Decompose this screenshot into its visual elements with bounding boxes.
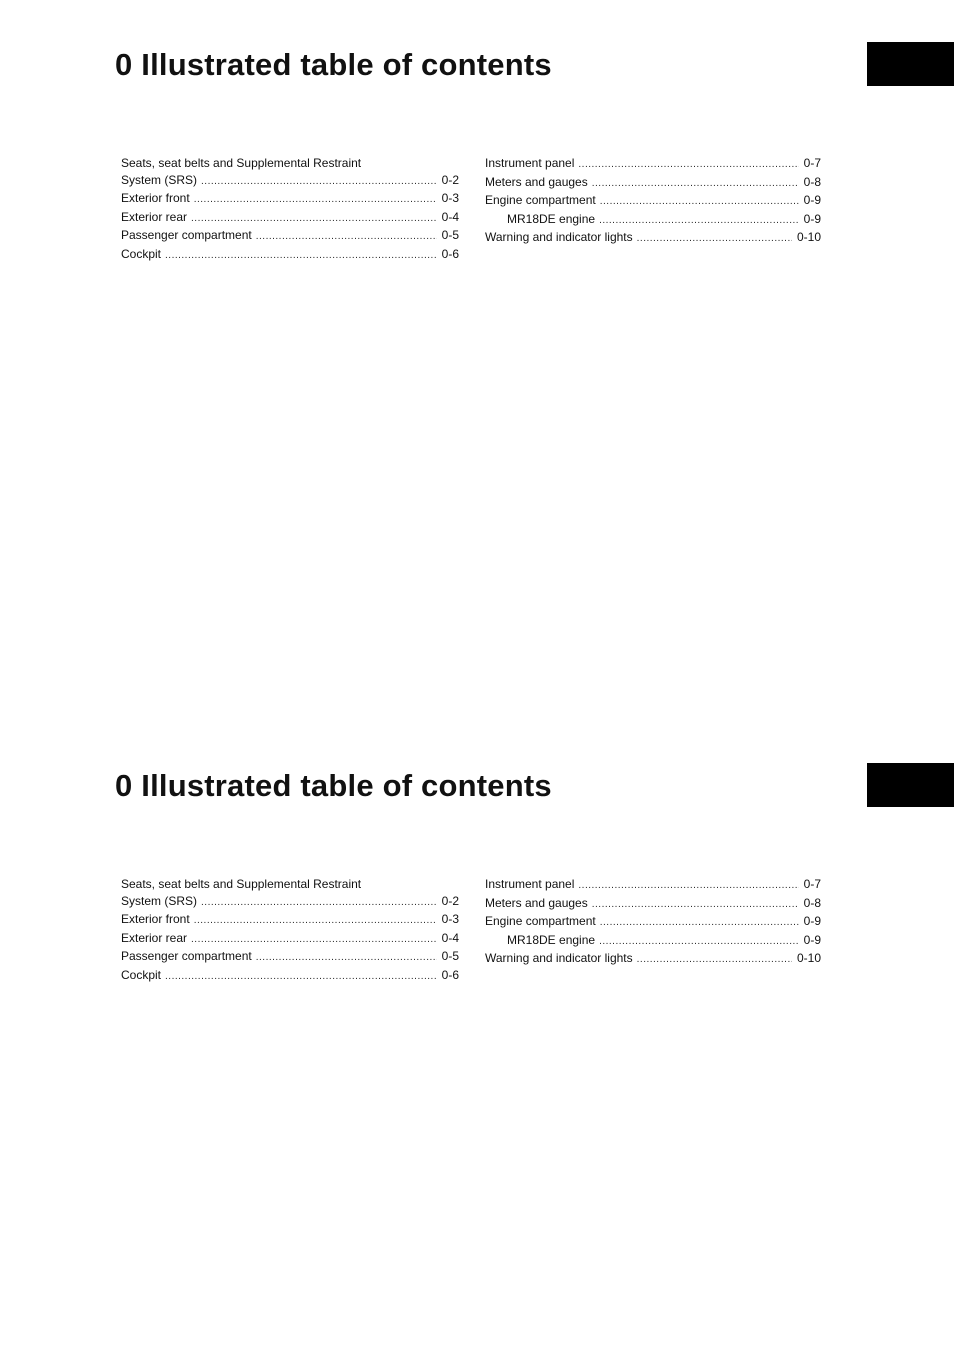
toc-entry[interactable] <box>121 911 459 930</box>
chapter-tab <box>867 42 954 86</box>
toc-entry-page: 0-4 <box>441 209 459 224</box>
page-title: 0 Illustrated table of contents <box>115 768 552 803</box>
toc-entry-label: Meters and gauges <box>485 174 588 189</box>
leader-dots <box>600 915 799 932</box>
toc-entry[interactable] <box>121 967 459 986</box>
toc-entry-label: Warning and indicator lights <box>485 230 633 244</box>
toc-section <box>0 0 954 560</box>
toc-entry-label-line1: Seats, seat belts and Supplemental Restraint <box>121 156 362 170</box>
toc-entry[interactable] <box>121 155 459 190</box>
toc-entry-page: 0-6 <box>441 967 459 982</box>
toc-column-left <box>121 155 459 264</box>
toc-entry[interactable] <box>121 209 459 228</box>
toc-entry[interactable] <box>485 192 821 211</box>
toc-entry-page: 0-9 <box>803 914 821 928</box>
leader-dots <box>194 913 437 930</box>
toc-entry-label-line1: Seats, seat belts and Supplemental Restraint <box>121 877 362 891</box>
toc-entry-label: Exterior rear <box>121 930 188 945</box>
leader-dots <box>165 969 437 986</box>
leader-dots <box>637 231 792 248</box>
toc-entry-label: Passenger compartment <box>121 949 252 963</box>
toc-entry-page: 0-8 <box>803 895 821 910</box>
leader-dots <box>578 157 798 174</box>
toc-entry-page: 0-4 <box>441 930 459 945</box>
leader-dots <box>592 176 799 193</box>
toc-entry[interactable] <box>485 229 821 248</box>
toc-entry-page: 0-5 <box>441 228 459 242</box>
leader-dots <box>256 950 437 967</box>
toc-subentry[interactable] <box>485 932 821 951</box>
toc-entry-label: Warning and indicator lights <box>485 951 633 965</box>
toc-entry-page: 0-6 <box>441 246 459 261</box>
leader-dots <box>600 194 799 211</box>
toc-entry-page: 0-8 <box>803 174 821 189</box>
toc-column-left <box>121 876 459 985</box>
toc-entry[interactable] <box>485 155 821 174</box>
toc-entry-page: 0-3 <box>441 191 459 205</box>
leader-dots <box>637 952 792 969</box>
toc-entry-page: 0-10 <box>796 951 821 965</box>
leader-dots <box>201 895 437 912</box>
leader-dots <box>592 897 799 914</box>
toc-entry[interactable] <box>121 876 459 911</box>
page-title: 0 Illustrated table of contents <box>115 47 552 82</box>
leader-dots <box>599 934 799 951</box>
toc-entry-label: Exterior front <box>121 912 190 926</box>
toc-entry-label: Instrument panel <box>485 877 575 891</box>
toc-entry-label: Instrument panel <box>485 156 575 170</box>
toc-entry[interactable] <box>485 876 821 895</box>
chapter-tab <box>867 763 954 807</box>
toc-entry-label: MR18DE engine <box>507 932 596 947</box>
toc-entry-page: 0-9 <box>803 211 821 226</box>
toc-entry-page: 0-2 <box>441 893 459 908</box>
toc-column-right <box>485 155 821 248</box>
toc-entry-page: 0-7 <box>803 877 821 891</box>
toc-entry-label: Meters and gauges <box>485 895 588 910</box>
toc-entry[interactable] <box>121 948 459 967</box>
toc-entry-page: 0-3 <box>441 912 459 926</box>
leader-dots <box>201 174 437 191</box>
leader-dots <box>191 211 437 228</box>
toc-entry-label: Cockpit <box>121 967 162 982</box>
toc-entry[interactable] <box>485 950 821 969</box>
toc-entry-page: 0-7 <box>803 156 821 170</box>
leader-dots <box>194 192 437 209</box>
toc-column-right <box>485 876 821 969</box>
toc-entry-label: System (SRS) <box>121 893 198 908</box>
toc-entry-label: System (SRS) <box>121 172 198 187</box>
toc-section <box>0 721 954 1281</box>
toc-entry-label: Engine compartment <box>485 193 596 207</box>
leader-dots <box>599 213 799 230</box>
toc-entry-page: 0-9 <box>803 193 821 207</box>
leader-dots <box>191 932 437 949</box>
leader-dots <box>578 878 798 895</box>
toc-entry-label: Cockpit <box>121 246 162 261</box>
toc-entry[interactable] <box>121 227 459 246</box>
leader-dots <box>165 248 437 265</box>
toc-entry-page: 0-5 <box>441 949 459 963</box>
toc-entry-label: Exterior rear <box>121 209 188 224</box>
toc-entry-page: 0-9 <box>803 932 821 947</box>
toc-entry[interactable] <box>121 930 459 949</box>
toc-subentry[interactable] <box>485 211 821 230</box>
toc-entry-label: Exterior front <box>121 191 190 205</box>
toc-entry-page: 0-10 <box>796 230 821 244</box>
toc-entry[interactable] <box>485 913 821 932</box>
toc-entry-page: 0-2 <box>441 172 459 187</box>
toc-entry[interactable] <box>485 174 821 193</box>
toc-entry[interactable] <box>485 895 821 914</box>
leader-dots <box>256 229 437 246</box>
toc-entry[interactable] <box>121 190 459 209</box>
toc-entry-label: Passenger compartment <box>121 228 252 242</box>
toc-entry-label: Engine compartment <box>485 914 596 928</box>
toc-entry[interactable] <box>121 246 459 265</box>
toc-entry-label: MR18DE engine <box>507 211 596 226</box>
